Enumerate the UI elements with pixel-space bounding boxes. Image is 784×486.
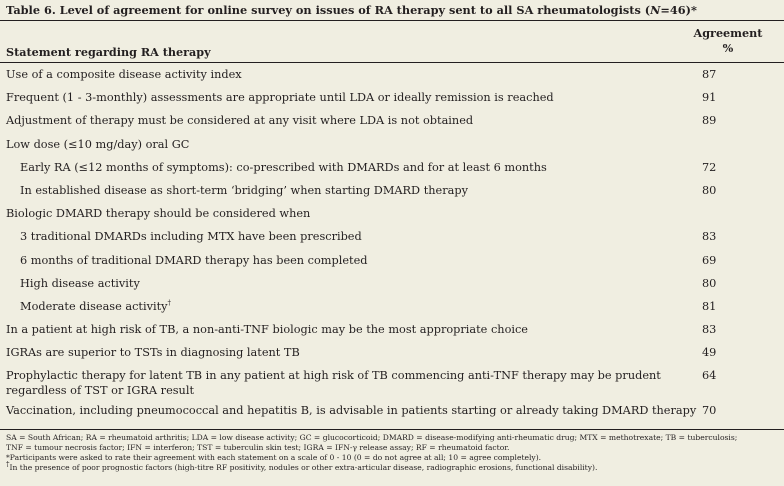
percent-cell: 64 (702, 369, 717, 383)
percent-cell: 49 (702, 346, 717, 360)
percent-cell: 87 (702, 68, 717, 81)
dagger-mark: † (167, 299, 172, 308)
statement-cell: Adjustment of therapy must be considered at any visit where LDA is not obtained (6, 114, 474, 128)
table-header (0, 21, 784, 63)
percent-cell: 91 (702, 91, 717, 105)
table-footnotes (0, 430, 784, 474)
statement-cell (20, 295, 171, 318)
statement-cell: 6 months of traditional DMARD therapy has been completed (20, 253, 368, 267)
statement-column-header: Statement regarding RA therapy (6, 45, 211, 59)
percent-cell: 83 (702, 230, 717, 244)
table-row (0, 341, 784, 364)
table-row (0, 249, 784, 272)
caption-n-label: N (650, 3, 661, 17)
caption-prefix: Table 6. Level of agreement for online survey on issues of RA therapy sent to all SA rheumatologists ( (6, 3, 651, 17)
table-row-group (0, 133, 784, 156)
statement-cell: High disease activity (20, 276, 140, 290)
table-row (0, 179, 784, 202)
statement-cell: Prophylactic therapy for latent TB in any patient at high risk of TB commencing anti-TNF therapy may be prudent regardless of TST or IGRA result (6, 369, 661, 398)
table-row (0, 399, 784, 422)
statement-cell: In a patient at high risk of TB, a non-anti-TNF biologic may be the most appropriate choice (6, 323, 528, 337)
table-row-group (0, 202, 784, 225)
footnote-abbreviations-1: SA = South African; RA = rheumatoid arthritis; LDA = low disease activity; GC = glucocorticoid; DMARD = disease-modifying anti-rheumatic drug; MTX = methotrexate; TB = tuberculosis; (6, 432, 738, 442)
statement-text: Moderate disease activity (20, 299, 168, 313)
percent-header-label: % (722, 41, 734, 55)
table-row (0, 156, 784, 179)
statement-cell: Low dose (≤10 mg/day) oral GC (6, 137, 190, 151)
footnote-dagger-text: In the presence of poor prognostic factors (high-titre RF positivity, nodules or other extra-articular disease, radiographic erosions, functional disability). (9, 463, 598, 473)
table-body (0, 63, 784, 423)
caption-suffix: =46)* (660, 3, 697, 17)
table-row (0, 364, 784, 399)
statement-cell: IGRAs are superior to TSTs in diagnosing latent TB (6, 346, 300, 360)
percent-cell: 70 (702, 404, 717, 418)
table-row (0, 225, 784, 248)
percent-cell: 80 (702, 276, 717, 290)
percent-cell: 72 (702, 160, 717, 174)
statement-cell: 3 traditional DMARDs including MTX have been prescribed (20, 230, 362, 244)
percent-cell: 81 (702, 299, 717, 313)
table-row (0, 295, 784, 318)
table-row (0, 272, 784, 295)
percent-cell: 83 (702, 323, 717, 337)
percent-cell: 80 (702, 183, 717, 197)
percent-cell: 69 (702, 253, 717, 267)
statement-cell: Vaccination, including pneumococcal and hepatitis B, is advisable in patients starting or already taking DMARD therapy (6, 404, 697, 418)
agreement-header-label: Agreement (693, 26, 763, 40)
statement-cell: Frequent (1 - 3-monthly) assessments are appropriate until LDA or ideally remission is reached (6, 91, 554, 105)
statement-cell: Biologic DMARD therapy should be considered when (6, 207, 311, 221)
statement-cell: In established disease as short-term ‘bridging’ when starting DMARD therapy (20, 183, 468, 197)
statement-cell: Early RA (≤12 months of symptoms): co-prescribed with DMARDs and for at least 6 months (20, 160, 547, 174)
footnote-abbreviations-2: TNF = tumour necrosis factor; IFN = interferon; TST = tuberculin skin test; IGRA = IFN-γ release assay; RF = rheumatoid factor. (6, 442, 510, 452)
table-row (0, 109, 784, 132)
footnote-asterisk: *Participants were asked to rate their agreement with each statement on a scale of 0 - 10 (0 = do not agree at all; 10 = agree completely). (6, 453, 542, 463)
agreement-column-header (693, 26, 763, 56)
table-row (0, 318, 784, 341)
percent-cell: 89 (702, 114, 717, 128)
footnote-dagger-mark: † (6, 460, 10, 469)
table-caption (0, 0, 784, 21)
statement-cell: Use of a composite disease activity index (6, 68, 242, 81)
table-row (0, 86, 784, 109)
table-row (0, 63, 784, 86)
footnote-dagger (6, 460, 778, 473)
